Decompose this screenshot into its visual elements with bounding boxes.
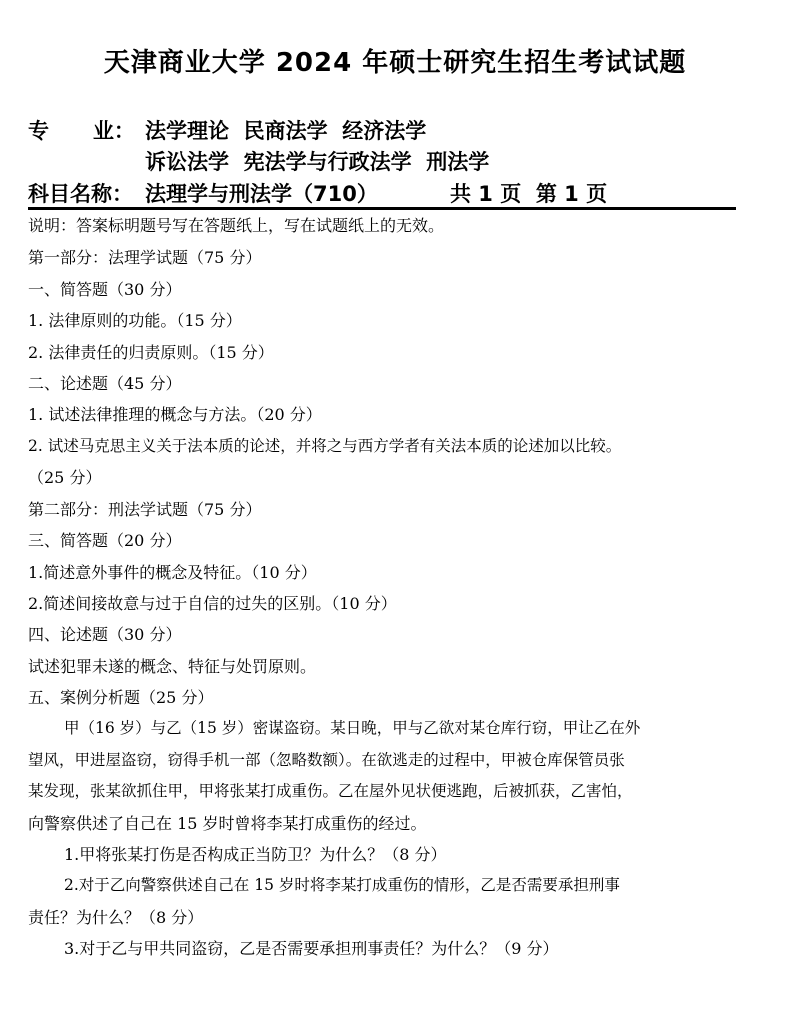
question-line: 2.对于乙向警察供述自己在 15 岁时将李某打成重伤的情形，乙是否需要承担刑事 bbox=[64, 876, 620, 894]
question-line: 1. 试述法律推理的概念与方法。（20 分） bbox=[28, 405, 322, 424]
subject-value: 法理学与刑法学（710） bbox=[145, 182, 378, 206]
section-heading: 三、简答题（20 分） bbox=[28, 531, 182, 550]
subject-label: 科目名称： bbox=[28, 182, 133, 206]
header-rule bbox=[28, 207, 736, 210]
case-text: 望风，甲进屋盗窃，窃得手机一部（忽略数额）。在欲逃走的过程中，甲被仓库保管员张 bbox=[28, 751, 625, 769]
question-line: （25 分） bbox=[28, 468, 102, 487]
page-count: 共 1 页 第 1 页 bbox=[450, 182, 608, 206]
question-line: 1.简述意外事件的概念及特征。（10 分） bbox=[28, 563, 317, 582]
instruction: 说明：答案标明题号写在答题纸上，写在试题纸上的无效。 bbox=[28, 216, 445, 235]
question-line: 1. 法律原则的功能。（15 分） bbox=[28, 311, 242, 330]
question-line: 试述犯罪未遂的概念、特征与处罚原则。 bbox=[28, 657, 317, 676]
major-line-1: 法学理论 民商法学 经济法学 bbox=[145, 119, 427, 143]
question-line: 责任？为什么？（8 分） bbox=[28, 908, 204, 927]
case-text: 向警察供述了自己在 15 岁时曾将李某打成重伤的经过。 bbox=[28, 814, 427, 833]
question-line: 2. 试述马克思主义关于法本质的论述，并将之与西方学者有关法本质的论述加以比较。 bbox=[28, 437, 622, 455]
question-line: 2.简述间接故意与过于自信的过失的区别。（10 分） bbox=[28, 594, 397, 613]
question-line: 1.甲将张某打伤是否构成正当防卫？为什么？（8 分） bbox=[64, 845, 447, 864]
section-heading: 一、简答题（30 分） bbox=[28, 280, 182, 299]
major-label: 专 业： bbox=[28, 119, 135, 143]
part-one-heading: 第一部分：法理学试题（75 分） bbox=[28, 248, 262, 267]
section-heading: 五、案例分析题（25 分） bbox=[28, 688, 214, 707]
case-text: 某发现，张某欲抓住甲，甲将张某打成重伤。乙在屋外见状便逃跑，后被抓获，乙害怕， bbox=[28, 782, 633, 800]
question-line: 2. 法律责任的归责原则。（15 分） bbox=[28, 343, 274, 362]
section-heading: 四、论述题（30 分） bbox=[28, 625, 182, 644]
page-title: 天津商业大学 2024 年硕士研究生招生考试试题 bbox=[103, 48, 687, 78]
question-line: 3.对于乙与甲共同盗窃，乙是否需要承担刑事责任？为什么？（9 分） bbox=[64, 939, 559, 958]
case-text: 甲（16 岁）与乙（15 岁）密谋盗窃。某日晚，甲与乙欲对某仓库行窃，甲让乙在外 bbox=[64, 719, 641, 737]
part-two-heading: 第二部分：刑法学试题（75 分） bbox=[28, 500, 262, 519]
major-line-2: 诉讼法学 宪法学与行政法学 刑法学 bbox=[145, 150, 490, 174]
section-heading: 二、论述题（45 分） bbox=[28, 374, 182, 393]
